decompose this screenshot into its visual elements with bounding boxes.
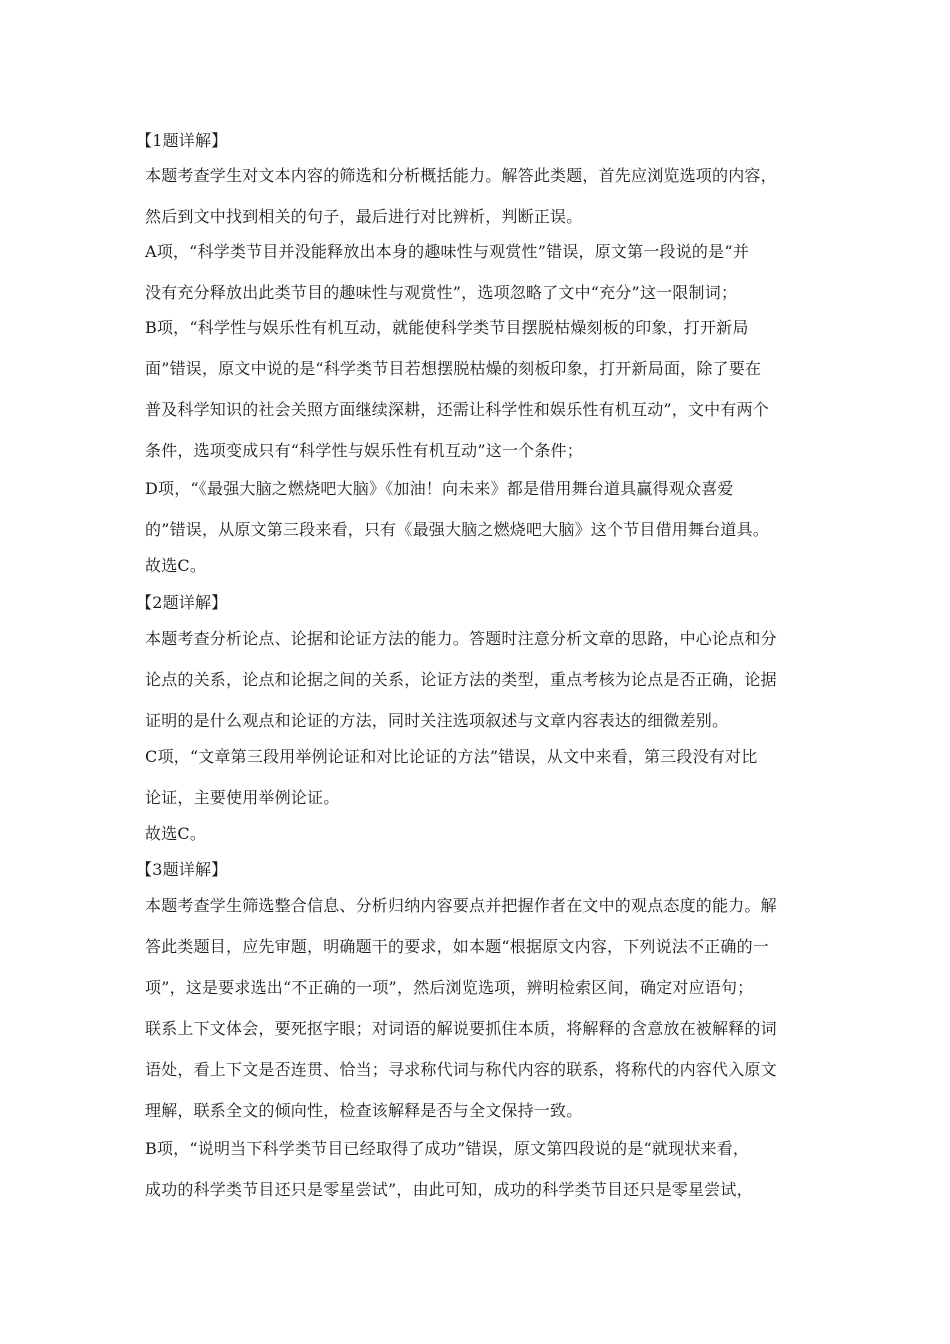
text-line: 本题考查学生对文本内容的筛选和分析概括能力。解答此类题，首先应浏览选项的内容， <box>145 166 777 185</box>
text-line: 的”错误，从原文第三段来看，只有《最强大脑之燃烧吧大脑》这个节目借用舞台道具。 <box>145 520 769 539</box>
text-line: 本题考查学生筛选整合信息、分析归纳内容要点并把握作者在文中的观点态度的能力。解 <box>145 896 777 915</box>
section-3-heading: 【3题详解】 <box>136 860 228 879</box>
text-line: 面”错误，原文中说的是“科学类节目若想摆脱枯燥的刻板印象，打开新局面，除了要在 <box>145 359 762 378</box>
section-2-heading: 【2题详解】 <box>136 593 228 612</box>
text-line: 没有充分释放出此类节目的趣味性与观赏性”，选项忽略了文中“充分”这一限制词； <box>145 283 738 302</box>
text-line: A项，“科学类节目并没能释放出本身的趣味性与观赏性”错误，原文第一段说的是“并 <box>145 242 749 261</box>
text-line: 论点的关系，论点和论据之间的关系，论证方法的类型，重点考核为论点是否正确，论据 <box>145 670 777 689</box>
text-line: 联系上下文体会，要死抠字眼；对词语的解说要抓住本质，将解释的含意放在被解释的词 <box>145 1019 777 1038</box>
text-line: 项”，这是要求选出“不正确的一项”，然后浏览选项，辨明检索区间，确定对应语句； <box>145 978 754 997</box>
text-line: 故选C。 <box>145 556 207 575</box>
text-line: B项，“说明当下科学类节目已经取得了成功”错误，原文第四段说的是“就现状来看， <box>145 1139 750 1158</box>
text-line: 答此类题目，应先审题，明确题干的要求，如本题“根据原文内容，下列说法不正确的一 <box>145 937 769 956</box>
text-line: 普及科学知识的社会关照方面继续深耕，还需让科学性和娱乐性有机互动”，文中有两个 <box>145 400 769 419</box>
text-line: D项，“《最强大脑之燃烧吧大脑》《加油！向未来》都是借用舞台道具赢得观众喜爱 <box>145 479 734 498</box>
text-line: 成功的科学类节目还只是零星尝试”，由此可知，成功的科学类节目还只是零星尝试， <box>145 1180 753 1199</box>
text-line: 本题考查分析论点、论据和论证方法的能力。答题时注意分析文章的思路，中心论点和分 <box>145 629 777 648</box>
text-line: 论证，主要使用举例论证。 <box>145 788 340 807</box>
text-line: 证明的是什么观点和论证的方法，同时关注选项叙述与文章内容表达的细微差别。 <box>145 711 729 730</box>
section-1-heading: 【1题详解】 <box>136 131 228 150</box>
text-line: C项，“文章第三段用举例论证和对比论证的方法”错误，从文中来看，第三段没有对比 <box>145 747 758 766</box>
text-line: 理解，联系全文的倾向性，检查该解释是否与全文保持一致。 <box>145 1101 583 1120</box>
text-line: 故选C。 <box>145 824 207 843</box>
text-line: 然后到文中找到相关的句子，最后进行对比辨析，判断正误。 <box>145 207 583 226</box>
text-line: 语处，看上下文是否连贯、恰当；寻求称代词与称代内容的联系，将称代的内容代入原文 <box>145 1060 777 1079</box>
text-line: B项，“科学性与娱乐性有机互动，就能使科学类节目摆脱枯燥刻板的印象，打开新局 <box>145 318 749 337</box>
text-line: 条件，选项变成只有“科学性与娱乐性有机互动”这一个条件； <box>145 441 583 460</box>
